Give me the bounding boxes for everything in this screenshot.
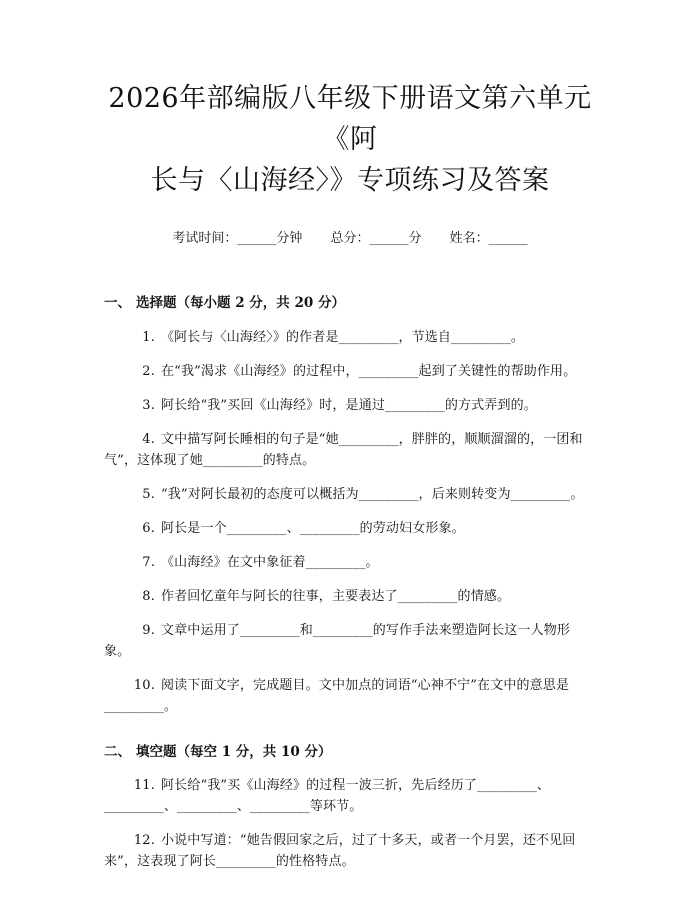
section-heading-fill-in xyxy=(104,742,596,762)
question-list-section-2 xyxy=(104,775,596,872)
question-item xyxy=(104,675,596,717)
title-line-2: 长与〈山海经〉》专项练习及答案 xyxy=(150,165,550,196)
question-item xyxy=(104,586,596,607)
section-number: 二、 xyxy=(104,744,131,760)
question-text: 文中描写阿长睡相的句子是“她_________，胖胖的，顺顺溜溜的，一团和气”，这体现了她_________的特点。 xyxy=(104,432,583,468)
section-heading-choice xyxy=(104,293,596,313)
question-item xyxy=(104,395,596,416)
question-text: 阿长给“我”买回《山海经》时，是通过_________的方式弄到的。 xyxy=(161,398,537,413)
question-text: 小说中写道：“她告假回家之后，过了十多天，或者一个月罢，还不见回来”，这表现了阿长_________的性格特点。 xyxy=(104,833,576,869)
question-text: 阿长给“我”买《山海经》的过程一波三折，先后经历了_________、_________、_________、_________等环节。 xyxy=(104,778,551,814)
question-number: 9. xyxy=(142,623,155,638)
question-number: 3. xyxy=(142,398,155,413)
document-title xyxy=(104,78,596,201)
exam-time-field: 考试时间：______分钟 xyxy=(172,231,303,246)
section-title: 选择题（每小题 2 分，共 20 分） xyxy=(136,295,345,311)
question-text: 文章中运用了_________和_________的写作手法来塑造阿长这一人物形象。 xyxy=(104,623,571,659)
total-score-field: 总分：______分 xyxy=(330,231,422,246)
question-list-section-1 xyxy=(104,327,596,717)
question-number: 11. xyxy=(133,778,155,793)
question-text: 阅读下面文字，完成题目。文中加点的词语“心神不宁”在文中的意思是_________。 xyxy=(104,678,570,714)
question-item xyxy=(104,552,596,573)
question-item xyxy=(104,327,596,348)
question-item xyxy=(104,620,596,662)
question-number: 5. xyxy=(142,487,155,502)
question-item xyxy=(104,775,596,817)
question-number: 2. xyxy=(142,364,155,379)
question-text: 《山海经》在文中象征着_________。 xyxy=(161,555,379,570)
question-number: 1. xyxy=(142,330,155,345)
section-number: 一、 xyxy=(104,295,131,311)
question-text: 阿长是一个_________、_________的劳动妇女形象。 xyxy=(161,521,465,536)
question-number: 12. xyxy=(133,833,155,848)
question-item xyxy=(104,484,596,505)
question-text: “我”对阿长最初的态度可以概括为_________，后来则转变为_________。 xyxy=(161,487,584,502)
question-item xyxy=(104,361,596,382)
exam-info-line xyxy=(104,229,596,249)
question-item xyxy=(104,429,596,471)
question-text: 在“我”渴求《山海经》的过程中，_________起到了关键性的帮助作用。 xyxy=(161,364,577,379)
question-item xyxy=(104,518,596,539)
question-number: 10. xyxy=(133,678,155,693)
student-name-field: 姓名：______ xyxy=(449,231,528,246)
title-line-1: 2026年部编版八年级下册语文第六单元《阿 xyxy=(108,83,592,155)
question-text: 《阿长与〈山海经〉》的作者是_________，节选自_________。 xyxy=(161,330,525,345)
question-number: 8. xyxy=(142,589,155,604)
question-number: 6. xyxy=(142,521,155,536)
question-number: 4. xyxy=(142,432,155,447)
section-title: 填空题（每空 1 分，共 10 分） xyxy=(136,744,332,760)
question-text: 作者回忆童年与阿长的往事，主要表达了_________的情感。 xyxy=(161,589,511,604)
question-item xyxy=(104,830,596,872)
question-number: 7. xyxy=(142,555,155,570)
